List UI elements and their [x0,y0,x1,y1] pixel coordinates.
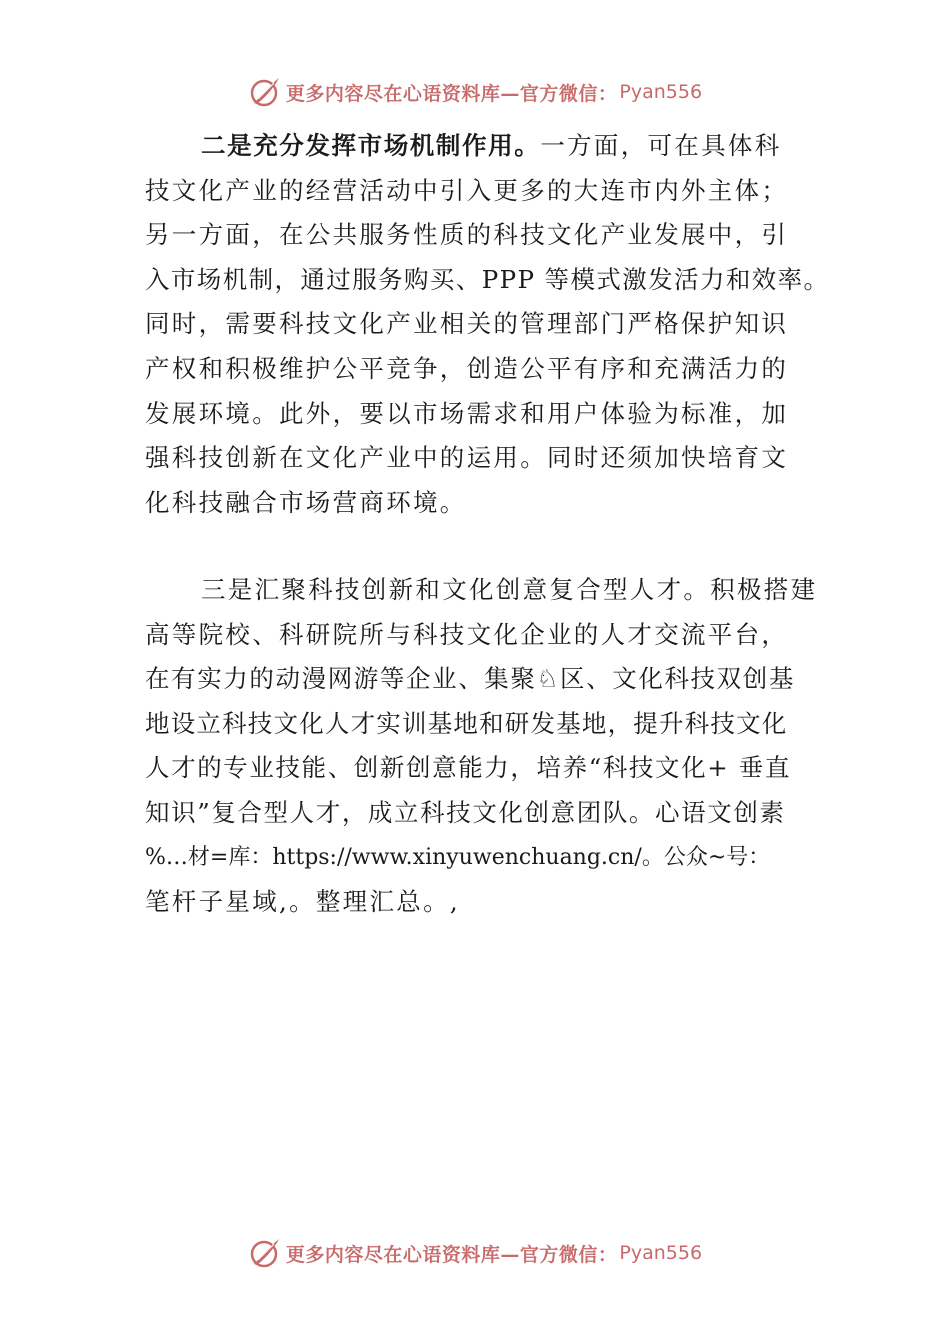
paragraph1-line-5: 同时，需要科技文化产业相关的管理部门严格保护知识 [145,309,789,339]
paragraph2-line-1: 三是汇聚科技创新和文化创意复合型人才。积极搭建 [201,575,818,604]
paragraph1-line-7: 发展环境。此外，要以市场需求和用户体验为标准，加 [145,398,789,428]
quill-logo-icon [248,75,282,109]
paragraph1-line1-rest: 一方面，可在具体科 [540,131,782,160]
quill-logo-icon [248,1236,282,1270]
footer-wechat-id: Pyan556 [619,1242,703,1264]
paragraph-talent [145,568,825,925]
paragraph2-line-2: 高等院校、科研院所与科技文化企业的人才交流平台， [145,619,789,649]
paragraph2-line-5: 人才的专业技能、创新创意能力，培养“科技文化+ 垂直 [145,753,791,783]
footer-banner [0,1233,950,1273]
paragraph1-line-1 [145,124,825,169]
paragraph2-line-3: 在有实力的动漫网游等企业、集聚♘区、文化科技双创基 [145,664,795,694]
header-wechat-id: Pyan556 [619,81,703,103]
paragraph1-line-6: 产权和积极维护公平竞争，创造公平有序和充满活力的 [145,353,789,383]
paragraph-market-mechanism [145,124,830,525]
paragraph2-line-6: 知识”复合型人才，成立科技文化创意团队。心语文创素 [145,797,786,827]
header-banner [0,72,950,112]
paragraph1-lead: 二是充分发挥市场机制作用。 [201,131,541,160]
paragraph2-line-4: 地设立科技文化人才实训基地和研发基地，提升科技文化 [145,708,788,738]
paragraph1-line-2: 技文化产业的经营活动中引入更多的大连市内外主体； [145,175,789,205]
paragraph2-line-8: 笔杆子星域,。整理汇总。, [145,887,460,917]
paragraph1-line-9: 化科技融合市场营商环境。 [145,487,467,517]
paragraph1-line-4: 入市场机制，通过服务购买、PPP 等模式激发活力和效率。 [145,264,830,294]
header-banner-text: 更多内容尽在心语资料库—官方微信： [285,82,618,105]
paragraph2-line-7: %…材=库：https://www.xinyuwenchuang.cn/。公众~号： [145,844,771,870]
paragraph1-line-8: 强科技创新在文化产业中的运用。同时还须加快培育文 [145,443,789,473]
paragraph1-line-3: 另一方面，在公共服务性质的科技文化产业发展中，引 [145,220,789,250]
footer-banner-text: 更多内容尽在心语资料库—官方微信： [285,1243,618,1266]
